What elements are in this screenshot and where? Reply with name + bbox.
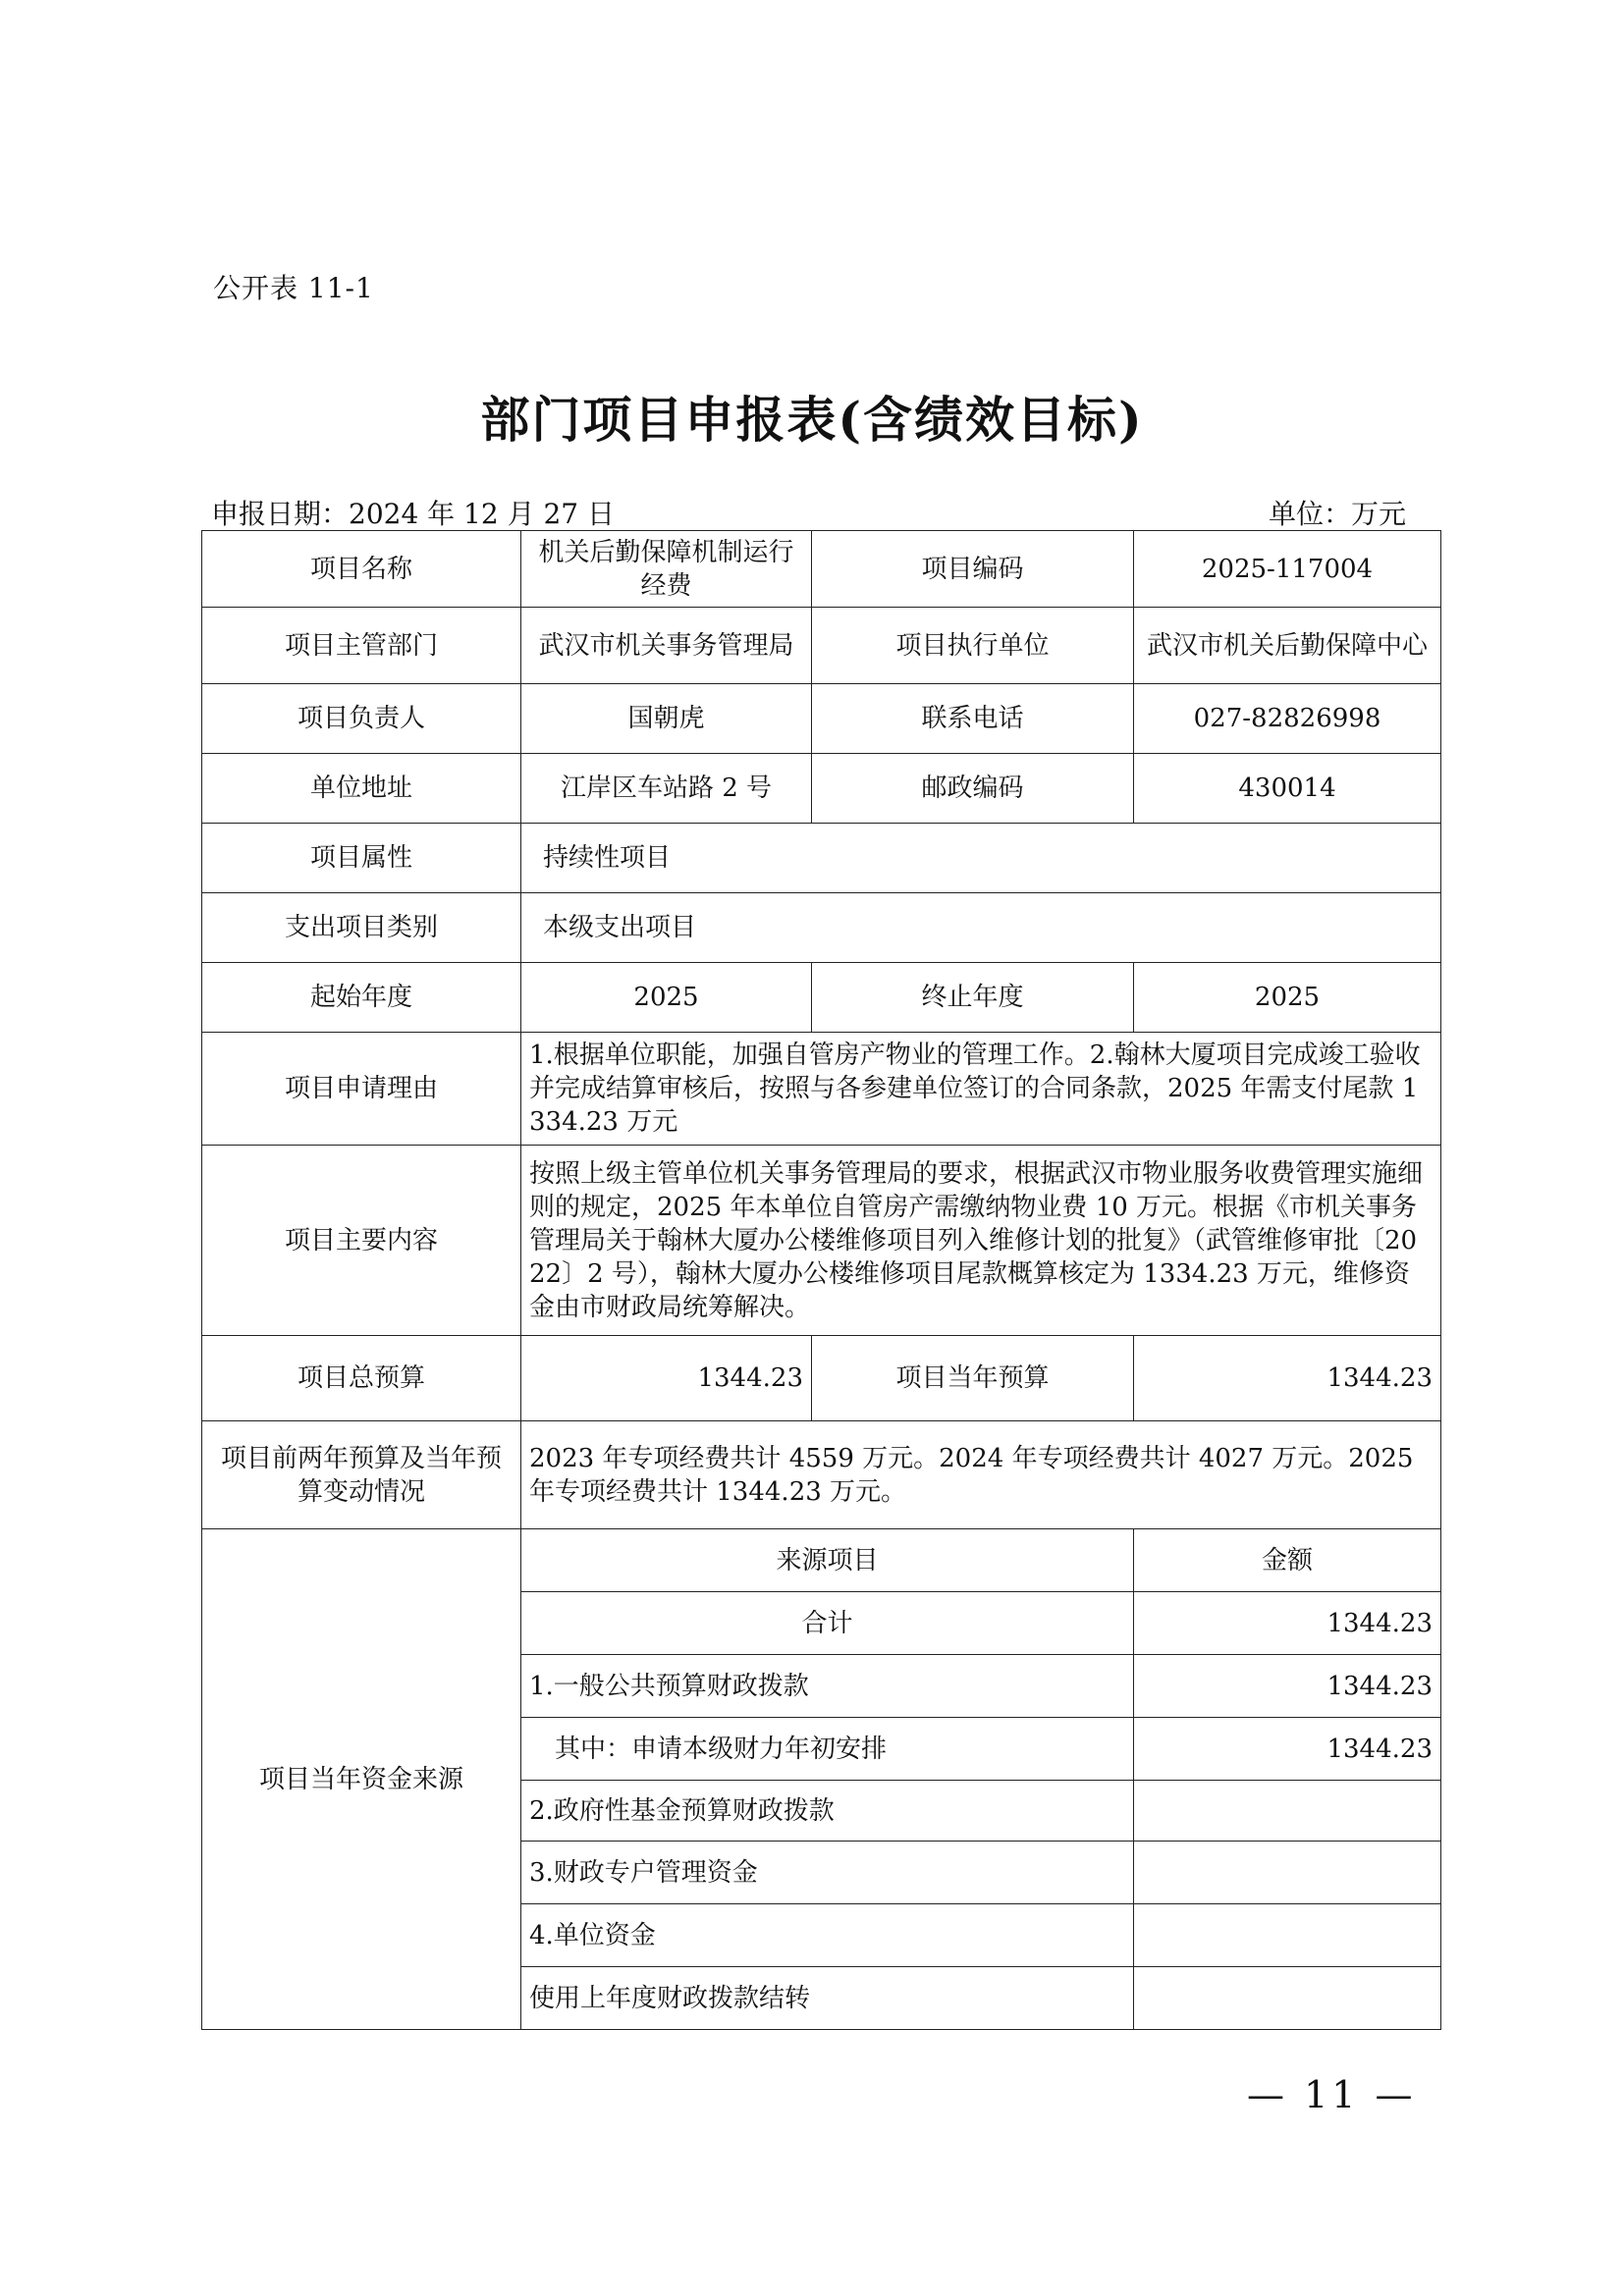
phone-label: 联系电话: [812, 684, 1134, 754]
attr-value: 持续性项目: [521, 824, 1441, 893]
category-label: 支出项目类别: [202, 893, 521, 963]
funding-item-amount: 1344.23: [1134, 1655, 1441, 1718]
table-row: [202, 608, 1441, 684]
postcode-label: 邮政编码: [812, 754, 1134, 824]
project-code-label: 项目编码: [812, 531, 1134, 608]
funding-item-name: 2.政府性基金预算财政拨款: [521, 1781, 1134, 1842]
table-row: [202, 531, 1441, 608]
table-row: [202, 893, 1441, 963]
project-name-label: 项目名称: [202, 531, 521, 608]
reason-value: 1.根据单位职能，加强自管房产物业的管理工作。2.翰林大厦项目完成竣工验收并完成结算审核后，按照与各参建单位签订的合同条款，2025 年需支付尾款 1334.23 万元: [521, 1033, 1441, 1146]
leader-value: 国朝虎: [521, 684, 812, 754]
start-year-label: 起始年度: [202, 963, 521, 1033]
funding-item-name: 合计: [521, 1592, 1134, 1655]
funding-col-source: 来源项目: [521, 1529, 1134, 1592]
attr-label: 项目属性: [202, 824, 521, 893]
funding-col-amount: 金额: [1134, 1529, 1441, 1592]
funding-item-amount: 1344.23: [1134, 1718, 1441, 1781]
page-title: 部门项目申报表(含绩效目标): [480, 391, 1144, 449]
funding-source-label: 项目当年资金来源: [202, 1529, 521, 2030]
table-row: [202, 1529, 1441, 1592]
budget-change-label: 项目前两年预算及当年预算变动情况: [202, 1421, 521, 1529]
start-year-value: 2025: [521, 963, 812, 1033]
end-year-label: 终止年度: [812, 963, 1134, 1033]
year-budget-label: 项目当年预算: [812, 1336, 1134, 1421]
funding-item-name: 1.一般公共预算财政拨款: [521, 1655, 1134, 1718]
category-value: 本级支出项目: [521, 893, 1441, 963]
doc-label: 公开表 11-1: [213, 272, 374, 304]
funding-item-name: 4.单位资金: [521, 1904, 1134, 1967]
page-number: — 11 —: [1247, 2073, 1417, 2116]
year-budget-value: 1344.23: [1134, 1336, 1441, 1421]
table-row: [202, 754, 1441, 824]
project-name-value: 机关后勤保障机制运行经费: [521, 531, 812, 608]
reason-label: 项目申请理由: [202, 1033, 521, 1146]
address-value: 江岸区车站路 2 号: [521, 754, 812, 824]
funding-item-amount: [1134, 1904, 1441, 1967]
funding-item-name: 3.财政专户管理资金: [521, 1842, 1134, 1904]
funding-item-amount: [1134, 1842, 1441, 1904]
funding-item-name: 使用上年度财政拨款结转: [521, 1967, 1134, 2030]
table-row: [202, 1146, 1441, 1336]
total-budget-label: 项目总预算: [202, 1336, 521, 1421]
project-form-table: [201, 530, 1441, 2030]
table-row: [202, 824, 1441, 893]
content-value: 按照上级主管单位机关事务管理局的要求，根据武汉市物业服务收费管理实施细则的规定，2025 年本单位自管房产需缴纳物业费 10 万元。根据《市机关事务管理局关于翰林大厦办公楼维修项目列入维修计划的批复》（武管维修审批〔2022〕2 号），翰林大厦办公楼维修项目尾款概算核定为 1334.23 万元，维修资金由市财政局统筹解决。: [521, 1146, 1441, 1336]
table-row: [202, 684, 1441, 754]
dept-value: 武汉市机关事务管理局: [521, 608, 812, 684]
table-row: [202, 963, 1441, 1033]
funding-item-amount: [1134, 1781, 1441, 1842]
table-row: [202, 1421, 1441, 1529]
exec-unit-label: 项目执行单位: [812, 608, 1134, 684]
report-date: 申报日期：2024 年 12 月 27 日: [211, 498, 616, 530]
total-budget-value: 1344.23: [521, 1336, 812, 1421]
table-row: [202, 1336, 1441, 1421]
funding-item-name: 其中：申请本级财力年初安排: [521, 1718, 1134, 1781]
postcode-value: 430014: [1134, 754, 1441, 824]
exec-unit-value: 武汉市机关后勤保障中心: [1134, 608, 1441, 684]
content-label: 项目主要内容: [202, 1146, 521, 1336]
leader-label: 项目负责人: [202, 684, 521, 754]
end-year-value: 2025: [1134, 963, 1441, 1033]
dept-label: 项目主管部门: [202, 608, 521, 684]
funding-item-amount: 1344.23: [1134, 1592, 1441, 1655]
budget-change-value: 2023 年专项经费共计 4559 万元。2024 年专项经费共计 4027 万元。2025 年专项经费共计 1344.23 万元。: [521, 1421, 1441, 1529]
phone-value: 027-82826998: [1134, 684, 1441, 754]
table-row: [202, 1033, 1441, 1146]
address-label: 单位地址: [202, 754, 521, 824]
unit-label: 单位：万元: [1268, 498, 1406, 530]
project-code-value: 2025-117004: [1134, 531, 1441, 608]
funding-item-amount: [1134, 1967, 1441, 2030]
